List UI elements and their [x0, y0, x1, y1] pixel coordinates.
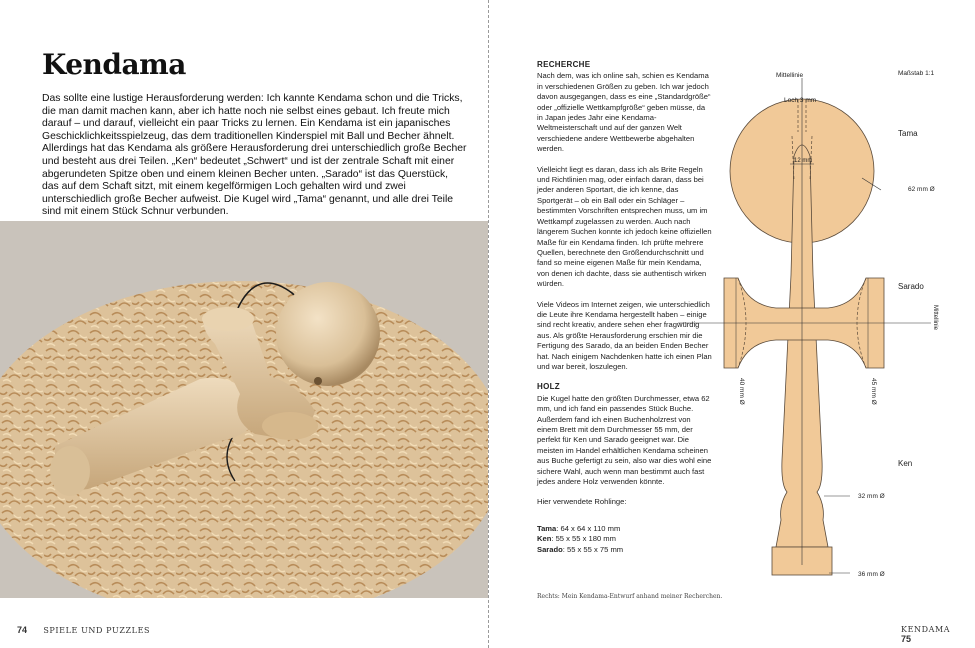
diagram-caption: Rechts: Mein Kendama-Entwurf anhand meiner Recherchen.	[537, 593, 723, 600]
book-spine	[488, 0, 489, 648]
blank-sarado: Sarado: 55 x 55 x 75 mm	[537, 544, 624, 554]
ken-base-label: 36 mm Ø	[858, 571, 885, 578]
research-paragraph-3: Viele Videos im Internet zeigen, wie unterschiedlich die Leute ihre Kendama hergestellt haben – einige sind recht kreativ, andere sehen eher fragwürdig aus. Als größte Herausforderung erschien mir die Fertigung des Sarado, da an beiden Enden Becher hat. Nach einigem Nachdenken hatte ich einen Plan und war bereit, loszulegen.	[537, 299, 712, 371]
right-cup-label: 45 mm Ø	[870, 378, 877, 405]
tama-label: Tama	[898, 129, 918, 138]
blank-ken: Ken: 55 x 55 x 180 mm	[537, 534, 616, 544]
kendama-photo-image	[0, 221, 488, 598]
scale-label: Maßstab 1:1	[898, 70, 935, 77]
right-footer	[901, 625, 975, 644]
kendama-diagram	[676, 60, 966, 600]
hole-label: Loch 3 mm	[784, 97, 817, 104]
left-cup-label: 40 mm Ø	[738, 378, 745, 405]
centerline-top-label: Mittellinie	[776, 72, 804, 79]
sarado-label: Sarado	[898, 282, 924, 291]
right-page-number: 75	[901, 634, 912, 644]
page-title: Kendama	[42, 48, 186, 81]
left-page-number: 74	[17, 625, 28, 635]
wood-paragraph: Die Kugel hatte den größten Durchmesser, etwa 62 mm, und ich fand ein passendes Stück Buche. Außerdem fand ich einen Buchenholzrest von einem Brett mit dem Durchmesser 55 mm, der perfekt für Ken und Sarado geeignet war. Die meisten im Handel erhältlichen Kendama scheinen aus Buche gefertigt zu sein, also war dies wohl eine sichere Wahl, auch wenn man bestimmt auch fast jedes andere Holz verwenden könnte.	[537, 393, 712, 487]
ken-label: Ken	[898, 459, 913, 468]
kendama-photo	[0, 221, 488, 598]
blank-tama: Tama: 64 x 64 x 110 mm	[537, 523, 621, 533]
intro-paragraph: Das sollte eine lustige Herausforderung werden: Ich kannte Kendama schon und die Tricks, die man damit machen kann, aber ich hatte noch nie selbst eines gebaut. Ich freute mich darauf – und darauf, vielleicht ein paar Tricks zu lernen. Ein Kendama ist ein japanisches Geschicklichkeitsspielzeug, das dem traditionellen Kinderspiel mit Ball und Becher ähnelt. Allerdings hat das Kendama als größere Herausforderung drei unterschiedlich große Becher und besteht aus drei Teilen. „Ken“ bedeutet „Schwert“ und ist der zentrale Schaft mit einer abgerundeten Spitze oben und einem kleinen Becher unten. „Sarado“ ist das Querstück, das auf dem Schaft sitzt, mit einem kegelförmigen Loch gehalten wird und zwei unterschiedlich große Becher aufweist. Die Kugel wird „Tama“ genannt, und alle drei Teile sind mit einem Stück Schnur verbunden.	[42, 93, 467, 218]
left-footer	[17, 625, 150, 635]
ken-neck-label: 32 mm Ø	[858, 493, 885, 500]
research-heading: RECHERCHE	[537, 60, 591, 69]
left-section-label: SPIELE UND PUZZLES	[43, 626, 151, 635]
inner-dim-label: 12 mm	[794, 158, 813, 164]
right-section-label: KENDAMA	[901, 625, 951, 634]
wood-heading: HOLZ	[537, 382, 560, 392]
research-paragraph-1: Nach dem, was ich online sah, schien es Kendama in verschiedenen Größen zu geben. Ich war jedoch davon ausgegangen, dass es eine „Standardgröße“ oder „offizielle Wettkampfgröße“ geben müsse, da in Japan jedes Jahr eine Kendama-Weltmeisterschaft und auf der ganzen Welt verschiedene andere Wettbewerbe abgehalten werden.	[537, 71, 711, 154]
tama-diameter-label: 62 mm Ø	[908, 186, 935, 193]
research-paragraph-2: Vielleicht liegt es daran, dass ich als Brite Regeln und Richtlinien mag, oder einfach daran, dass bei jeder anderen Sportart, die ich kenne, das Sportgerät – ob ein Ball oder ein Schläger – bestimmten Vorschriften entsprechen muss, um im Wettkampf zugelassen zu werden. Auch nach längerem Suchen konnte ich jedoch keine offiziellen Maße für ein Kendama finden. Ich prüfte mehrere Quellen, berechnete den Größendurchschnitt und fand so meine eigenen Maße für mein Kendama, von denen ich dachte, dass sie authentisch wirken würden.	[537, 164, 712, 289]
centerline-side-label: Mittellinie	[932, 305, 938, 331]
blanks-intro: Hier verwendete Rohlinge:	[537, 497, 627, 507]
